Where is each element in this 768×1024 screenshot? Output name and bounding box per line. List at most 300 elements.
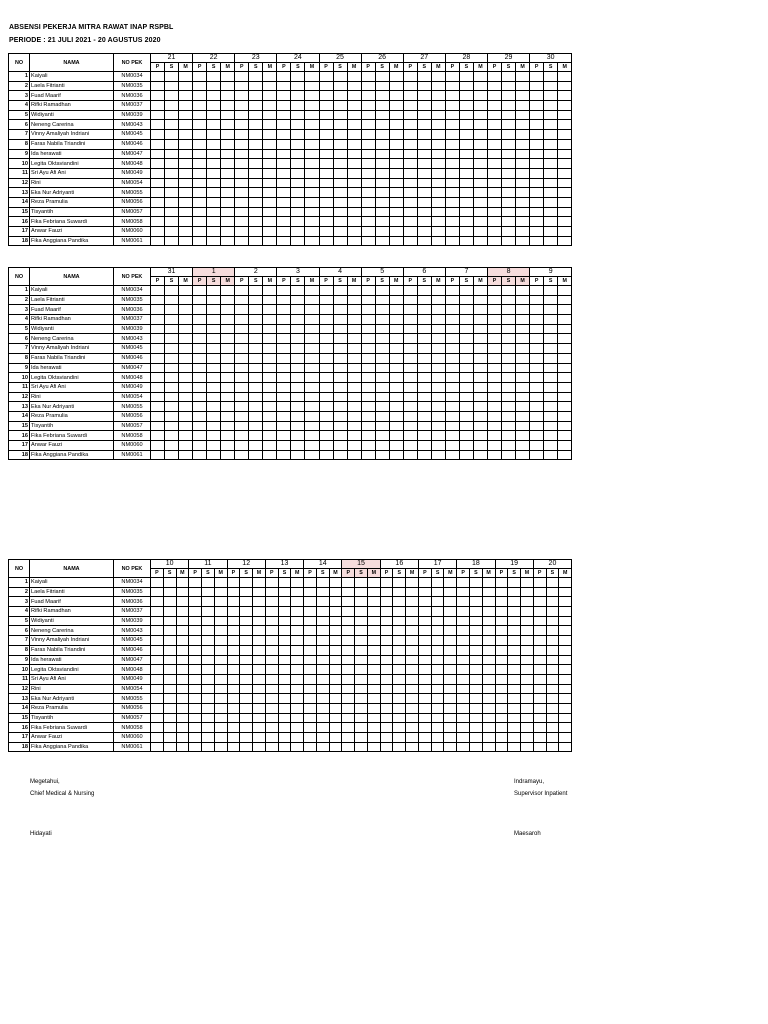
attendance-cell[interactable] bbox=[457, 684, 470, 694]
attendance-cell[interactable] bbox=[165, 120, 179, 130]
attendance-cell[interactable] bbox=[305, 344, 319, 354]
attendance-cell[interactable] bbox=[361, 168, 375, 178]
attendance-cell[interactable] bbox=[263, 101, 277, 111]
attendance-cell[interactable] bbox=[361, 334, 375, 344]
attendance-cell[interactable] bbox=[488, 286, 502, 296]
attendance-cell[interactable] bbox=[544, 324, 558, 334]
attendance-cell[interactable] bbox=[291, 597, 304, 607]
attendance-cell[interactable] bbox=[417, 72, 431, 82]
attendance-cell[interactable] bbox=[361, 101, 375, 111]
attendance-cell[interactable] bbox=[389, 353, 403, 363]
attendance-cell[interactable] bbox=[444, 587, 457, 597]
attendance-cell[interactable] bbox=[249, 324, 263, 334]
attendance-cell[interactable] bbox=[291, 607, 304, 617]
attendance-cell[interactable] bbox=[265, 645, 278, 655]
attendance-cell[interactable] bbox=[406, 626, 419, 636]
attendance-cell[interactable] bbox=[291, 363, 305, 373]
attendance-cell[interactable] bbox=[457, 587, 470, 597]
attendance-cell[interactable] bbox=[333, 295, 347, 305]
attendance-cell[interactable] bbox=[278, 684, 291, 694]
attendance-cell[interactable] bbox=[235, 159, 249, 169]
attendance-cell[interactable] bbox=[249, 81, 263, 91]
attendance-cell[interactable] bbox=[305, 188, 319, 198]
attendance-cell[interactable] bbox=[403, 353, 417, 363]
attendance-cell[interactable] bbox=[488, 120, 502, 130]
attendance-cell[interactable] bbox=[189, 713, 202, 723]
attendance-cell[interactable] bbox=[375, 373, 389, 383]
attendance-cell[interactable] bbox=[393, 578, 406, 588]
attendance-cell[interactable] bbox=[347, 295, 361, 305]
attendance-cell[interactable] bbox=[342, 674, 355, 684]
attendance-cell[interactable] bbox=[265, 636, 278, 646]
attendance-cell[interactable] bbox=[445, 188, 459, 198]
attendance-cell[interactable] bbox=[488, 353, 502, 363]
attendance-cell[interactable] bbox=[263, 441, 277, 451]
attendance-cell[interactable] bbox=[488, 344, 502, 354]
attendance-cell[interactable] bbox=[202, 645, 215, 655]
attendance-cell[interactable] bbox=[342, 703, 355, 713]
attendance-cell[interactable] bbox=[263, 382, 277, 392]
attendance-cell[interactable] bbox=[459, 363, 473, 373]
attendance-cell[interactable] bbox=[329, 645, 342, 655]
attendance-cell[interactable] bbox=[163, 645, 176, 655]
attendance-cell[interactable] bbox=[240, 665, 253, 675]
attendance-cell[interactable] bbox=[431, 382, 445, 392]
attendance-cell[interactable] bbox=[389, 91, 403, 101]
attendance-cell[interactable] bbox=[316, 703, 329, 713]
attendance-cell[interactable] bbox=[431, 713, 444, 723]
attendance-cell[interactable] bbox=[459, 207, 473, 217]
attendance-cell[interactable] bbox=[235, 305, 249, 315]
attendance-cell[interactable] bbox=[179, 72, 193, 82]
attendance-cell[interactable] bbox=[176, 578, 189, 588]
attendance-cell[interactable] bbox=[355, 655, 368, 665]
attendance-cell[interactable] bbox=[431, 373, 445, 383]
attendance-cell[interactable] bbox=[265, 597, 278, 607]
attendance-cell[interactable] bbox=[165, 373, 179, 383]
attendance-cell[interactable] bbox=[403, 130, 417, 140]
attendance-cell[interactable] bbox=[530, 130, 544, 140]
attendance-cell[interactable] bbox=[193, 305, 207, 315]
attendance-cell[interactable] bbox=[249, 207, 263, 217]
attendance-cell[interactable] bbox=[249, 305, 263, 315]
attendance-cell[interactable] bbox=[508, 713, 521, 723]
attendance-cell[interactable] bbox=[253, 587, 266, 597]
attendance-cell[interactable] bbox=[417, 334, 431, 344]
attendance-cell[interactable] bbox=[189, 674, 202, 684]
attendance-cell[interactable] bbox=[202, 723, 215, 733]
attendance-cell[interactable] bbox=[165, 450, 179, 460]
attendance-cell[interactable] bbox=[375, 217, 389, 227]
attendance-cell[interactable] bbox=[393, 587, 406, 597]
attendance-cell[interactable] bbox=[406, 703, 419, 713]
attendance-cell[interactable] bbox=[502, 441, 516, 451]
attendance-cell[interactable] bbox=[516, 139, 530, 149]
attendance-cell[interactable] bbox=[277, 91, 291, 101]
attendance-cell[interactable] bbox=[221, 344, 235, 354]
attendance-cell[interactable] bbox=[457, 665, 470, 675]
attendance-cell[interactable] bbox=[367, 665, 380, 675]
attendance-cell[interactable] bbox=[333, 101, 347, 111]
attendance-cell[interactable] bbox=[291, 655, 304, 665]
attendance-cell[interactable] bbox=[249, 130, 263, 140]
attendance-cell[interactable] bbox=[459, 353, 473, 363]
attendance-cell[interactable] bbox=[482, 587, 495, 597]
attendance-cell[interactable] bbox=[176, 703, 189, 713]
attendance-cell[interactable] bbox=[189, 703, 202, 713]
attendance-cell[interactable] bbox=[221, 120, 235, 130]
attendance-cell[interactable] bbox=[508, 597, 521, 607]
attendance-cell[interactable] bbox=[431, 188, 445, 198]
attendance-cell[interactable] bbox=[418, 694, 431, 704]
attendance-cell[interactable] bbox=[417, 373, 431, 383]
attendance-cell[interactable] bbox=[277, 217, 291, 227]
attendance-cell[interactable] bbox=[235, 411, 249, 421]
attendance-cell[interactable] bbox=[406, 645, 419, 655]
attendance-cell[interactable] bbox=[319, 450, 333, 460]
attendance-cell[interactable] bbox=[488, 305, 502, 315]
attendance-cell[interactable] bbox=[473, 197, 487, 207]
attendance-cell[interactable] bbox=[207, 411, 221, 421]
attendance-cell[interactable] bbox=[533, 636, 546, 646]
attendance-cell[interactable] bbox=[249, 411, 263, 421]
attendance-cell[interactable] bbox=[533, 742, 546, 752]
attendance-cell[interactable] bbox=[291, 694, 304, 704]
attendance-cell[interactable] bbox=[329, 733, 342, 743]
attendance-cell[interactable] bbox=[521, 636, 534, 646]
attendance-cell[interactable] bbox=[375, 110, 389, 120]
attendance-cell[interactable] bbox=[207, 81, 221, 91]
attendance-cell[interactable] bbox=[530, 431, 544, 441]
attendance-cell[interactable] bbox=[165, 149, 179, 159]
attendance-cell[interactable] bbox=[393, 655, 406, 665]
attendance-cell[interactable] bbox=[488, 72, 502, 82]
attendance-cell[interactable] bbox=[151, 217, 165, 227]
attendance-cell[interactable] bbox=[249, 188, 263, 198]
attendance-cell[interactable] bbox=[347, 217, 361, 227]
attendance-cell[interactable] bbox=[546, 713, 559, 723]
attendance-cell[interactable] bbox=[470, 587, 483, 597]
attendance-cell[interactable] bbox=[502, 207, 516, 217]
attendance-cell[interactable] bbox=[151, 344, 165, 354]
attendance-cell[interactable] bbox=[227, 616, 240, 626]
attendance-cell[interactable] bbox=[291, 421, 305, 431]
attendance-cell[interactable] bbox=[221, 431, 235, 441]
attendance-cell[interactable] bbox=[227, 665, 240, 675]
attendance-cell[interactable] bbox=[235, 178, 249, 188]
attendance-cell[interactable] bbox=[165, 188, 179, 198]
attendance-cell[interactable] bbox=[445, 334, 459, 344]
attendance-cell[interactable] bbox=[488, 188, 502, 198]
attendance-cell[interactable] bbox=[393, 742, 406, 752]
attendance-cell[interactable] bbox=[176, 742, 189, 752]
attendance-cell[interactable] bbox=[367, 626, 380, 636]
attendance-cell[interactable] bbox=[291, 373, 305, 383]
attendance-cell[interactable] bbox=[403, 120, 417, 130]
attendance-cell[interactable] bbox=[375, 149, 389, 159]
attendance-cell[interactable] bbox=[347, 149, 361, 159]
attendance-cell[interactable] bbox=[431, 616, 444, 626]
attendance-cell[interactable] bbox=[207, 207, 221, 217]
attendance-cell[interactable] bbox=[521, 733, 534, 743]
attendance-cell[interactable] bbox=[151, 742, 164, 752]
attendance-cell[interactable] bbox=[502, 120, 516, 130]
attendance-cell[interactable] bbox=[277, 236, 291, 246]
attendance-cell[interactable] bbox=[445, 363, 459, 373]
attendance-cell[interactable] bbox=[417, 450, 431, 460]
attendance-cell[interactable] bbox=[361, 373, 375, 383]
attendance-cell[interactable] bbox=[459, 217, 473, 227]
attendance-cell[interactable] bbox=[189, 607, 202, 617]
attendance-cell[interactable] bbox=[445, 72, 459, 82]
attendance-cell[interactable] bbox=[361, 353, 375, 363]
attendance-cell[interactable] bbox=[361, 178, 375, 188]
attendance-cell[interactable] bbox=[502, 402, 516, 412]
attendance-cell[interactable] bbox=[249, 450, 263, 460]
attendance-cell[interactable] bbox=[151, 431, 165, 441]
attendance-cell[interactable] bbox=[291, 431, 305, 441]
attendance-cell[interactable] bbox=[342, 645, 355, 655]
attendance-cell[interactable] bbox=[165, 101, 179, 111]
attendance-cell[interactable] bbox=[533, 674, 546, 684]
attendance-cell[interactable] bbox=[502, 392, 516, 402]
attendance-cell[interactable] bbox=[227, 674, 240, 684]
attendance-cell[interactable] bbox=[193, 402, 207, 412]
attendance-cell[interactable] bbox=[316, 655, 329, 665]
attendance-cell[interactable] bbox=[473, 207, 487, 217]
attendance-cell[interactable] bbox=[235, 450, 249, 460]
attendance-cell[interactable] bbox=[459, 101, 473, 111]
attendance-cell[interactable] bbox=[544, 353, 558, 363]
attendance-cell[interactable] bbox=[347, 392, 361, 402]
attendance-cell[interactable] bbox=[253, 665, 266, 675]
attendance-cell[interactable] bbox=[319, 324, 333, 334]
attendance-cell[interactable] bbox=[444, 665, 457, 675]
attendance-cell[interactable] bbox=[403, 217, 417, 227]
attendance-cell[interactable] bbox=[319, 305, 333, 315]
attendance-cell[interactable] bbox=[342, 694, 355, 704]
attendance-cell[interactable] bbox=[418, 684, 431, 694]
attendance-cell[interactable] bbox=[305, 421, 319, 431]
attendance-cell[interactable] bbox=[508, 607, 521, 617]
attendance-cell[interactable] bbox=[305, 305, 319, 315]
attendance-cell[interactable] bbox=[165, 207, 179, 217]
attendance-cell[interactable] bbox=[235, 334, 249, 344]
attendance-cell[interactable] bbox=[305, 441, 319, 451]
attendance-cell[interactable] bbox=[221, 421, 235, 431]
attendance-cell[interactable] bbox=[361, 392, 375, 402]
attendance-cell[interactable] bbox=[417, 188, 431, 198]
attendance-cell[interactable] bbox=[193, 295, 207, 305]
attendance-cell[interactable] bbox=[249, 197, 263, 207]
attendance-cell[interactable] bbox=[417, 392, 431, 402]
attendance-cell[interactable] bbox=[207, 217, 221, 227]
attendance-cell[interactable] bbox=[151, 130, 165, 140]
attendance-cell[interactable] bbox=[361, 227, 375, 237]
attendance-cell[interactable] bbox=[221, 159, 235, 169]
attendance-cell[interactable] bbox=[235, 130, 249, 140]
attendance-cell[interactable] bbox=[207, 101, 221, 111]
attendance-cell[interactable] bbox=[347, 91, 361, 101]
attendance-cell[interactable] bbox=[470, 733, 483, 743]
attendance-cell[interactable] bbox=[193, 120, 207, 130]
attendance-cell[interactable] bbox=[202, 626, 215, 636]
attendance-cell[interactable] bbox=[240, 684, 253, 694]
attendance-cell[interactable] bbox=[459, 81, 473, 91]
attendance-cell[interactable] bbox=[214, 742, 227, 752]
attendance-cell[interactable] bbox=[214, 733, 227, 743]
attendance-cell[interactable] bbox=[291, 315, 305, 325]
attendance-cell[interactable] bbox=[403, 149, 417, 159]
attendance-cell[interactable] bbox=[240, 636, 253, 646]
attendance-cell[interactable] bbox=[403, 159, 417, 169]
attendance-cell[interactable] bbox=[316, 713, 329, 723]
attendance-cell[interactable] bbox=[202, 587, 215, 597]
attendance-cell[interactable] bbox=[544, 315, 558, 325]
attendance-cell[interactable] bbox=[207, 168, 221, 178]
attendance-cell[interactable] bbox=[189, 742, 202, 752]
attendance-cell[interactable] bbox=[329, 616, 342, 626]
attendance-cell[interactable] bbox=[533, 597, 546, 607]
attendance-cell[interactable] bbox=[530, 324, 544, 334]
attendance-cell[interactable] bbox=[253, 578, 266, 588]
attendance-cell[interactable] bbox=[516, 110, 530, 120]
attendance-cell[interactable] bbox=[235, 101, 249, 111]
attendance-cell[interactable] bbox=[176, 665, 189, 675]
attendance-cell[interactable] bbox=[470, 684, 483, 694]
attendance-cell[interactable] bbox=[488, 334, 502, 344]
attendance-cell[interactable] bbox=[347, 139, 361, 149]
attendance-cell[interactable] bbox=[249, 227, 263, 237]
attendance-cell[interactable] bbox=[459, 324, 473, 334]
attendance-cell[interactable] bbox=[165, 382, 179, 392]
attendance-cell[interactable] bbox=[459, 178, 473, 188]
attendance-cell[interactable] bbox=[165, 305, 179, 315]
attendance-cell[interactable] bbox=[319, 421, 333, 431]
attendance-cell[interactable] bbox=[445, 286, 459, 296]
attendance-cell[interactable] bbox=[558, 411, 572, 421]
attendance-cell[interactable] bbox=[193, 139, 207, 149]
attendance-cell[interactable] bbox=[389, 344, 403, 354]
attendance-cell[interactable] bbox=[375, 402, 389, 412]
attendance-cell[interactable] bbox=[329, 713, 342, 723]
attendance-cell[interactable] bbox=[189, 645, 202, 655]
attendance-cell[interactable] bbox=[179, 373, 193, 383]
attendance-cell[interactable] bbox=[403, 402, 417, 412]
attendance-cell[interactable] bbox=[521, 723, 534, 733]
attendance-cell[interactable] bbox=[417, 227, 431, 237]
attendance-cell[interactable] bbox=[544, 139, 558, 149]
attendance-cell[interactable] bbox=[502, 188, 516, 198]
attendance-cell[interactable] bbox=[165, 392, 179, 402]
attendance-cell[interactable] bbox=[488, 227, 502, 237]
attendance-cell[interactable] bbox=[249, 363, 263, 373]
attendance-cell[interactable] bbox=[278, 645, 291, 655]
attendance-cell[interactable] bbox=[277, 227, 291, 237]
attendance-cell[interactable] bbox=[418, 655, 431, 665]
attendance-cell[interactable] bbox=[516, 431, 530, 441]
attendance-cell[interactable] bbox=[417, 402, 431, 412]
attendance-cell[interactable] bbox=[367, 607, 380, 617]
attendance-cell[interactable] bbox=[445, 353, 459, 363]
attendance-cell[interactable] bbox=[221, 91, 235, 101]
attendance-cell[interactable] bbox=[291, 353, 305, 363]
attendance-cell[interactable] bbox=[202, 733, 215, 743]
attendance-cell[interactable] bbox=[367, 684, 380, 694]
attendance-cell[interactable] bbox=[558, 344, 572, 354]
attendance-cell[interactable] bbox=[347, 441, 361, 451]
attendance-cell[interactable] bbox=[530, 227, 544, 237]
attendance-cell[interactable] bbox=[482, 694, 495, 704]
attendance-cell[interactable] bbox=[558, 441, 572, 451]
attendance-cell[interactable] bbox=[179, 344, 193, 354]
attendance-cell[interactable] bbox=[227, 578, 240, 588]
attendance-cell[interactable] bbox=[445, 207, 459, 217]
attendance-cell[interactable] bbox=[304, 694, 317, 704]
attendance-cell[interactable] bbox=[393, 607, 406, 617]
attendance-cell[interactable] bbox=[431, 694, 444, 704]
attendance-cell[interactable] bbox=[291, 149, 305, 159]
attendance-cell[interactable] bbox=[249, 373, 263, 383]
attendance-cell[interactable] bbox=[544, 81, 558, 91]
attendance-cell[interactable] bbox=[253, 636, 266, 646]
attendance-cell[interactable] bbox=[473, 217, 487, 227]
attendance-cell[interactable] bbox=[459, 159, 473, 169]
attendance-cell[interactable] bbox=[403, 441, 417, 451]
attendance-cell[interactable] bbox=[473, 168, 487, 178]
attendance-cell[interactable] bbox=[544, 450, 558, 460]
attendance-cell[interactable] bbox=[355, 645, 368, 655]
attendance-cell[interactable] bbox=[151, 723, 164, 733]
attendance-cell[interactable] bbox=[406, 674, 419, 684]
attendance-cell[interactable] bbox=[367, 713, 380, 723]
attendance-cell[interactable] bbox=[240, 713, 253, 723]
attendance-cell[interactable] bbox=[176, 607, 189, 617]
attendance-cell[interactable] bbox=[445, 91, 459, 101]
attendance-cell[interactable] bbox=[361, 344, 375, 354]
attendance-cell[interactable] bbox=[355, 742, 368, 752]
attendance-cell[interactable] bbox=[319, 120, 333, 130]
attendance-cell[interactable] bbox=[278, 742, 291, 752]
attendance-cell[interactable] bbox=[445, 450, 459, 460]
attendance-cell[interactable] bbox=[530, 207, 544, 217]
attendance-cell[interactable] bbox=[406, 587, 419, 597]
attendance-cell[interactable] bbox=[546, 587, 559, 597]
attendance-cell[interactable] bbox=[221, 236, 235, 246]
attendance-cell[interactable] bbox=[521, 742, 534, 752]
attendance-cell[interactable] bbox=[473, 178, 487, 188]
attendance-cell[interactable] bbox=[333, 353, 347, 363]
attendance-cell[interactable] bbox=[329, 607, 342, 617]
attendance-cell[interactable] bbox=[482, 742, 495, 752]
attendance-cell[interactable] bbox=[329, 655, 342, 665]
attendance-cell[interactable] bbox=[445, 344, 459, 354]
attendance-cell[interactable] bbox=[502, 295, 516, 305]
attendance-cell[interactable] bbox=[488, 402, 502, 412]
attendance-cell[interactable] bbox=[473, 411, 487, 421]
attendance-cell[interactable] bbox=[179, 188, 193, 198]
attendance-cell[interactable] bbox=[165, 295, 179, 305]
attendance-cell[interactable] bbox=[546, 694, 559, 704]
attendance-cell[interactable] bbox=[431, 597, 444, 607]
attendance-cell[interactable] bbox=[521, 674, 534, 684]
attendance-cell[interactable] bbox=[403, 197, 417, 207]
attendance-cell[interactable] bbox=[193, 315, 207, 325]
attendance-cell[interactable] bbox=[277, 353, 291, 363]
attendance-cell[interactable] bbox=[445, 178, 459, 188]
attendance-cell[interactable] bbox=[488, 421, 502, 431]
attendance-cell[interactable] bbox=[502, 91, 516, 101]
